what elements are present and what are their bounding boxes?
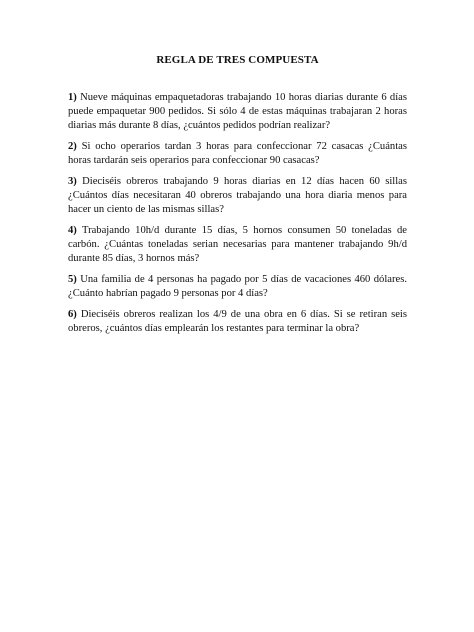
- problem-number: 6): [68, 309, 77, 320]
- problem-item: [68, 308, 407, 336]
- problem-item: [68, 91, 407, 133]
- problem-item: [68, 175, 407, 217]
- problem-number: 4): [68, 225, 77, 236]
- problem-list: [68, 91, 407, 336]
- problem-text: Si ocho operarios tardan 3 horas para confeccionar 72 casacas ¿Cuántas horas tardarán seis operarios para confeccionar 90 casacas?: [68, 141, 407, 166]
- problem-text: Una familia de 4 personas ha pagado por 5 días de vacaciones 460 dólares. ¿Cuánto habrían pagado 9 personas por 4 días?: [68, 274, 407, 299]
- problem-text: Trabajando 10h/d durante 15 días, 5 hornos consumen 50 toneladas de carbón. ¿Cuántas toneladas serian necesarias para mantener trabajando 9h/d durante 85 días, 3 hornos más?: [68, 225, 407, 264]
- problem-number: 3): [68, 176, 77, 187]
- problem-text: Dieciséis obreros trabajando 9 horas diarias en 12 días hacen 60 sillas ¿Cuántos días necesitaran 40 obreros trabajando una hora diaria menos para hacer un ciento de las mismas sillas?: [68, 176, 407, 215]
- problem-number: 5): [68, 274, 77, 285]
- problem-item: [68, 273, 407, 301]
- problem-number: 1): [68, 92, 77, 103]
- problem-text: Nueve máquinas empaquetadoras trabajando 10 horas diarias durante 6 días puede empaquetar 900 pedidos. Si sólo 4 de estas máquinas trabajaran 2 horas diarias más durante 8 días, ¿cuántos pedidos podrían realizar?: [68, 92, 407, 131]
- problem-text: Dieciséis obreros realizan los 4/9 de una obra en 6 días. Si se retiran seis obreros, ¿cuántos días emplearán los restantes para terminar la obra?: [68, 309, 408, 334]
- problem-number: 2): [68, 141, 77, 152]
- problem-item: [68, 140, 407, 168]
- problem-item: [68, 224, 407, 266]
- document-title: REGLA DE TRES COMPUESTA: [156, 54, 319, 66]
